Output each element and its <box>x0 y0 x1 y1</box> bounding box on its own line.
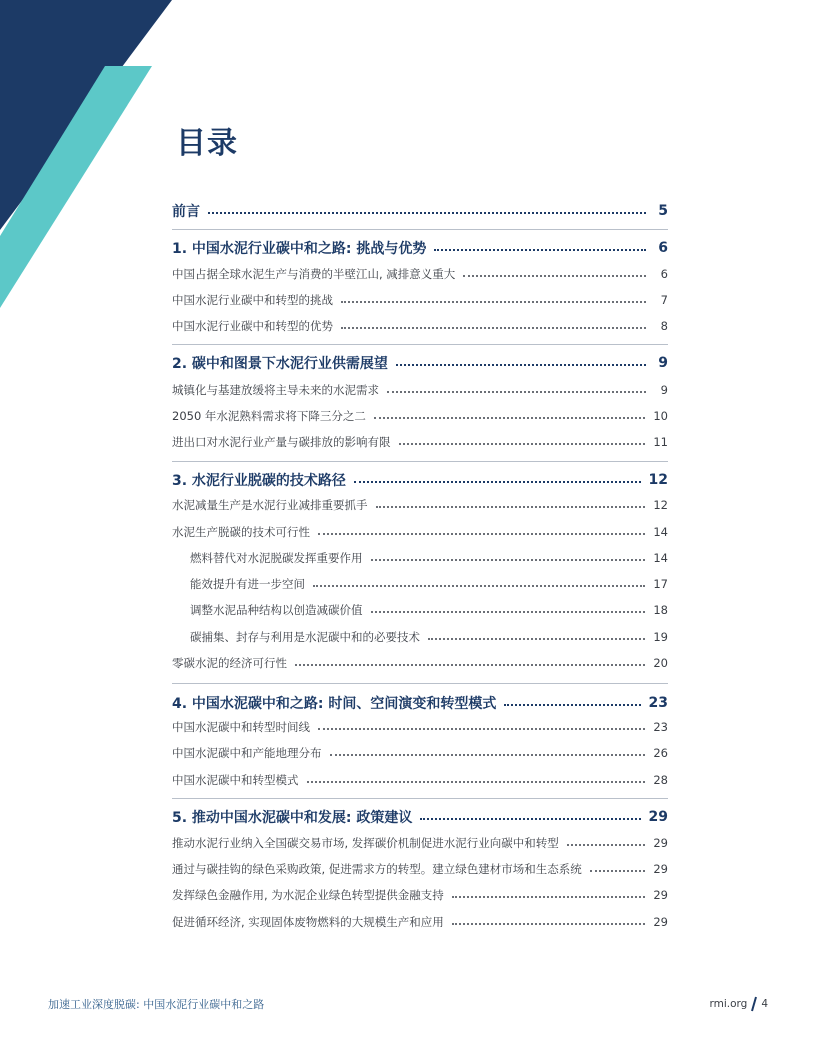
toc-label: 中国占据全球水泥生产与消费的半壁江山, 减排意义重大 <box>172 267 456 281</box>
toc-label: 进出口对水泥行业产量与碳排放的影响有限 <box>172 435 391 449</box>
slash-icon <box>751 996 757 1012</box>
toc-page-number: 29 <box>653 915 668 929</box>
toc-entry[interactable] <box>172 911 668 933</box>
leader-dots <box>208 212 646 214</box>
toc-page-number: 28 <box>653 773 668 787</box>
toc-page-number: 18 <box>653 603 668 617</box>
toc-label: 调整水泥品种结构以创造减碳价值 <box>190 603 363 617</box>
toc-entry[interactable] <box>172 431 668 453</box>
teal-stripe <box>0 66 152 308</box>
footer-page-number: 4 <box>761 998 768 1010</box>
toc-page-number: 14 <box>653 551 668 565</box>
toc-entry[interactable] <box>172 716 668 738</box>
toc-section-4[interactable] <box>172 692 668 714</box>
footer-report-title: 加速工业深度脱碳: 中国水泥行业碳中和之路 <box>48 998 265 1011</box>
toc-page-number: 10 <box>653 409 668 423</box>
toc-page-number: 29 <box>648 809 668 825</box>
toc-page-number: 7 <box>660 293 668 307</box>
leader-dots <box>463 275 646 277</box>
toc-entry[interactable] <box>172 858 668 880</box>
toc-page-number: 23 <box>648 695 668 711</box>
leader-dots <box>318 728 645 730</box>
toc-page-number: 29 <box>653 862 668 876</box>
toc-section-1[interactable] <box>172 237 668 259</box>
toc-entry[interactable] <box>172 832 668 854</box>
toc-label: 通过与碳挂钩的绿色采购政策, 促进需求方的转型。建立绿色建材市场和生态系统 <box>172 862 582 876</box>
footer-site[interactable]: rmi.org <box>709 998 748 1010</box>
toc-page-number: 20 <box>653 656 668 670</box>
toc-entry[interactable] <box>172 652 668 674</box>
toc-entry[interactable] <box>172 769 668 791</box>
leader-dots <box>567 844 646 846</box>
leader-dots <box>295 664 645 666</box>
leader-dots <box>330 754 646 756</box>
leader-dots <box>341 327 646 329</box>
leader-dots <box>318 533 645 535</box>
toc-label: 前言 <box>172 204 200 220</box>
leader-dots <box>396 364 646 366</box>
toc-label: 发挥绿色金融作用, 为水泥企业绿色转型提供金融支持 <box>172 888 444 902</box>
toc-page-number: 29 <box>653 888 668 902</box>
toc-label: 促进循环经济, 实现固体废物燃料的大规模生产和应用 <box>172 915 444 929</box>
toc-subentry[interactable] <box>190 547 668 569</box>
toc-label: 4. 中国水泥碳中和之路: 时间、空间演变和转型模式 <box>172 696 497 712</box>
toc-page-number: 6 <box>658 240 668 256</box>
toc-subentry[interactable] <box>190 599 668 621</box>
leader-dots <box>428 638 645 640</box>
toc-label: 2050 年水泥熟料需求将下降三分之二 <box>172 409 366 423</box>
toc-entry[interactable] <box>172 884 668 906</box>
leader-dots <box>387 391 646 393</box>
toc-preface[interactable] <box>172 200 668 222</box>
leader-dots <box>504 704 640 706</box>
toc-label: 2. 碳中和图景下水泥行业供需展望 <box>172 356 388 372</box>
toc-label: 中国水泥碳中和转型模式 <box>172 773 299 787</box>
toc-page-number: 12 <box>648 472 668 488</box>
section-divider <box>172 344 668 345</box>
section-divider <box>172 798 668 799</box>
toc-label: 城镇化与基建放缓将主导未来的水泥需求 <box>172 383 379 397</box>
leader-dots <box>307 781 646 783</box>
toc-page-number: 6 <box>660 267 668 281</box>
page-title: 目录 <box>176 126 238 161</box>
section-divider <box>172 683 668 684</box>
toc-entry[interactable] <box>172 521 668 543</box>
toc-section-3[interactable] <box>172 469 668 491</box>
toc-entry[interactable] <box>172 405 668 427</box>
toc-page-number: 9 <box>658 355 668 371</box>
toc-entry[interactable] <box>172 742 668 764</box>
leader-dots <box>420 818 640 820</box>
toc-page-number: 29 <box>653 836 668 850</box>
toc-label: 1. 中国水泥行业碳中和之路: 挑战与优势 <box>172 241 427 257</box>
leader-dots <box>374 417 645 419</box>
toc-page-number: 14 <box>653 525 668 539</box>
toc-page-number: 5 <box>658 203 668 219</box>
toc-page-number: 23 <box>653 720 668 734</box>
toc-label: 3. 水泥行业脱碳的技术路径 <box>172 473 346 489</box>
leader-dots <box>313 585 645 587</box>
leader-dots <box>434 249 646 251</box>
leader-dots <box>452 896 646 898</box>
leader-dots <box>371 611 646 613</box>
toc-label: 推动水泥行业纳入全国碳交易市场, 发挥碳价机制促进水泥行业向碳中和转型 <box>172 836 559 850</box>
navy-triangle <box>0 0 172 230</box>
toc-label: 能效提升有进一步空间 <box>190 577 305 591</box>
leader-dots <box>371 559 646 561</box>
toc-subentry[interactable] <box>190 573 668 595</box>
toc-entry[interactable] <box>172 263 668 285</box>
toc-label: 燃料替代对水泥脱碳发挥重要作用 <box>190 551 363 565</box>
leader-dots <box>399 443 646 445</box>
toc-page-number: 11 <box>653 435 668 449</box>
footer-page-info <box>709 996 768 1012</box>
toc-page-number: 26 <box>653 746 668 760</box>
toc-entry[interactable] <box>172 494 668 516</box>
toc-subentry[interactable] <box>190 626 668 648</box>
toc-page-number: 8 <box>660 319 668 333</box>
toc-page-number: 17 <box>653 577 668 591</box>
toc-section-2[interactable] <box>172 352 668 374</box>
toc-label: 中国水泥碳中和产能地理分布 <box>172 746 322 760</box>
section-divider <box>172 229 668 230</box>
toc-page-number: 19 <box>653 630 668 644</box>
toc-entry[interactable] <box>172 379 668 401</box>
toc-label: 零碳水泥的经济可行性 <box>172 656 287 670</box>
toc-page-number: 9 <box>660 383 668 397</box>
toc-label: 中国水泥行业碳中和转型的优势 <box>172 319 333 333</box>
toc-page-number: 12 <box>653 498 668 512</box>
leader-dots <box>354 481 641 483</box>
toc-entry[interactable] <box>172 315 668 337</box>
toc-label: 碳捕集、封存与利用是水泥碳中和的必要技术 <box>190 630 420 644</box>
toc-entry[interactable] <box>172 289 668 311</box>
toc-label: 中国水泥行业碳中和转型的挑战 <box>172 293 333 307</box>
section-divider <box>172 461 668 462</box>
toc-label: 中国水泥碳中和转型时间线 <box>172 720 310 734</box>
toc-label: 水泥减量生产是水泥行业减排重要抓手 <box>172 498 368 512</box>
toc-section-5[interactable] <box>172 806 668 828</box>
toc-label: 5. 推动中国水泥碳中和发展: 政策建议 <box>172 810 413 826</box>
leader-dots <box>452 923 646 925</box>
leader-dots <box>590 870 646 872</box>
leader-dots <box>341 301 646 303</box>
toc-label: 水泥生产脱碳的技术可行性 <box>172 525 310 539</box>
leader-dots <box>376 506 646 508</box>
